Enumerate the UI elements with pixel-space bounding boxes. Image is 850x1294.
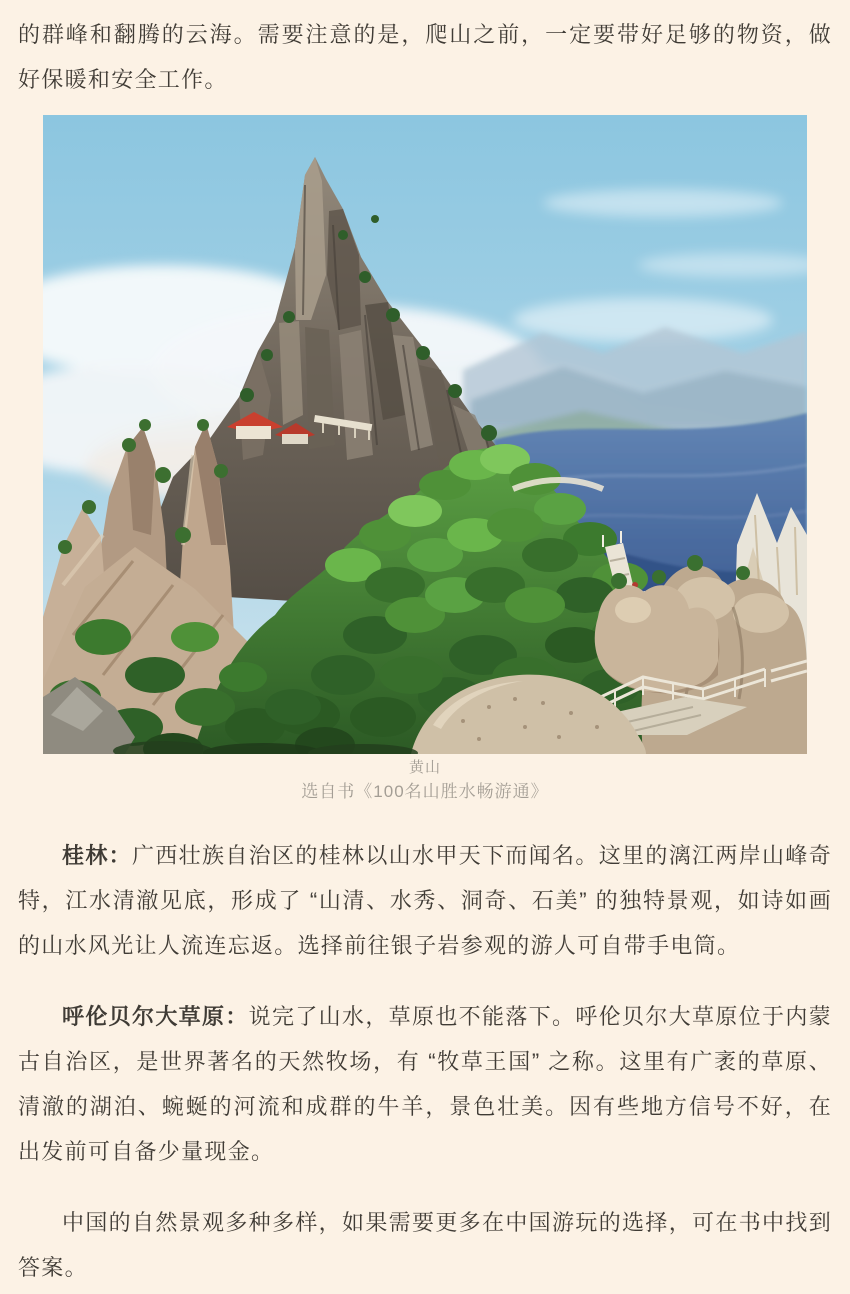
paragraph-hulunbuir-body: 说完了山水，草原也不能落下。呼伦贝尔大草原位于内蒙古自治区，是世界著名的天然牧场，有 “牧草王国” 之称。这里有广袤的草原、清澈的湖泊、蜿蜒的河流和成群的牛羊，景色壮美。因有些地方信号不好，在出发前可自备少量现金。 [18,1004,832,1164]
photo-caption-title: 黄山 [408,759,441,776]
huangshan-photo [43,115,807,754]
paragraph-guilin-lead: 桂林： [62,843,133,868]
paragraph-guilin [18,833,832,968]
photo-caption [18,757,832,805]
paragraph-conclusion-body: 中国的自然景观多种多样，如果需要更多在中国游玩的选择，可在书中找到答案。 [18,1210,832,1280]
photo-caption-source: 选自书《100名山胜水畅游通》 [301,782,549,801]
paragraph-hulunbuir-lead: 呼伦贝尔大草原： [62,1004,249,1029]
huangshan-photo-illustration [43,115,807,754]
paragraph-conclusion [18,1200,832,1290]
huangshan-figure [18,115,832,805]
paragraph-hulunbuir [18,994,832,1174]
paragraph-guilin-body: 广西壮族自治区的桂林以山水甲天下而闻名。这里的漓江两岸山峰奇特，江水清澈见底，形成了 “山清、水秀、洞奇、石美” 的独特景观，如诗如画的山水风光让人流连忘返。选择前往银子岩参观的游人可自带手电筒。 [18,843,832,958]
intro-paragraph: 的群峰和翻腾的云海。需要注意的是，爬山之前，一定要带好足够的物资，做好保暖和安全工作。 [18,22,832,92]
